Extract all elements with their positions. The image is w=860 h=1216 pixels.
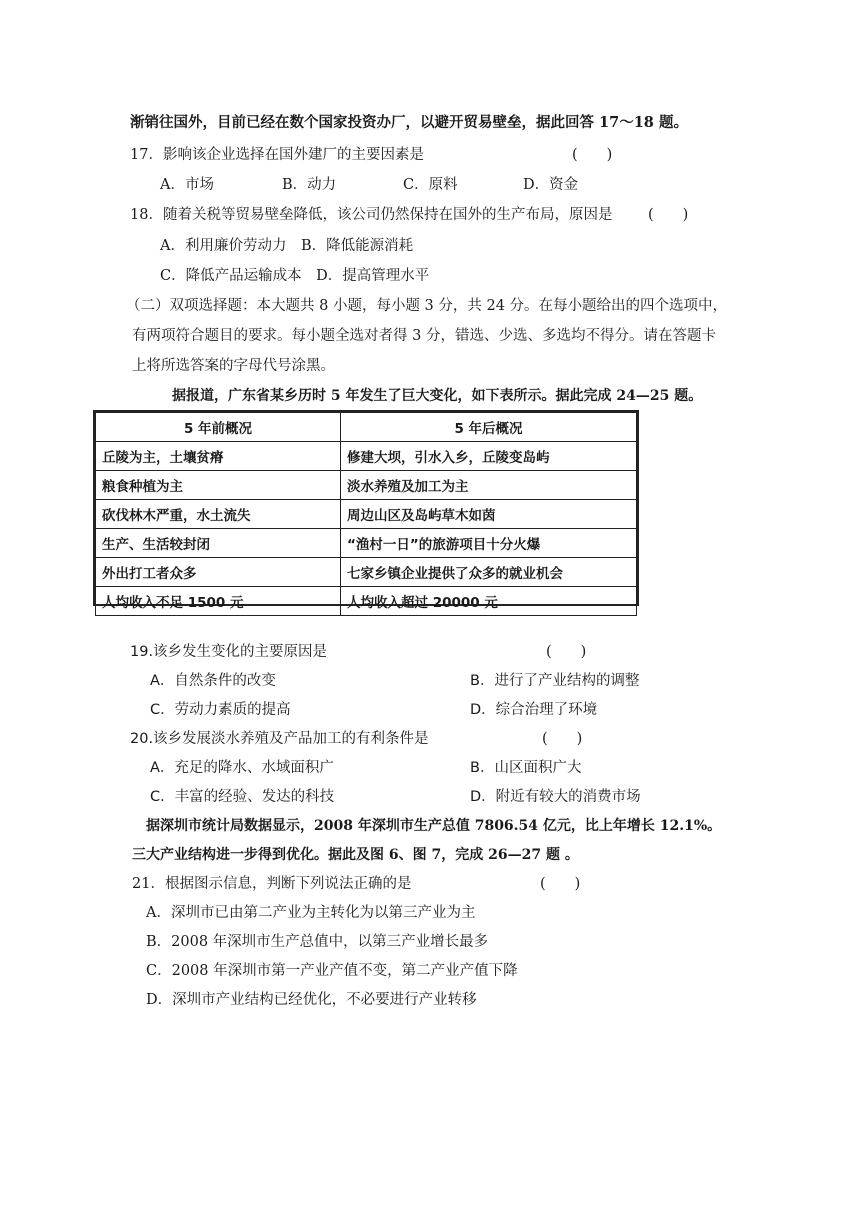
question-18-answer-blank: ( ) <box>648 207 689 223</box>
question-17-option-c: C．原料 <box>403 177 458 193</box>
question-20-option-d: D．附近有较大的消费市场 <box>470 789 641 805</box>
question-17-stem: 17．影响该企业选择在国外建厂的主要因素是 <box>130 147 424 163</box>
question-21-answer-blank: ( ) <box>540 876 581 892</box>
question-17-answer-blank: ( ) <box>572 147 613 163</box>
question-20-option-b: B．山区面积广大 <box>470 760 582 776</box>
table-cell: 周边山区及岛屿草木如茵 <box>341 500 637 529</box>
question-19-option-b: B．进行了产业结构的调整 <box>470 673 640 689</box>
table-row <box>96 529 637 558</box>
shenzhen-intro-line1: 据深圳市统计局数据显示，2008 年深圳市生产总值 7806.54 亿元，比上年增长 12.1%。 <box>146 818 722 834</box>
table-header-row <box>96 413 637 442</box>
question-20-stem: 20.该乡发展淡水养殖及产品加工的有利条件是 <box>130 731 429 747</box>
question-20-option-a: A．充足的降水、水域面积广 <box>150 760 334 776</box>
comparison-table <box>93 410 639 611</box>
table-header: 5 年后概况 <box>341 413 637 442</box>
table-cell: 七家乡镇企业提供了众多的就业机会 <box>341 558 637 587</box>
table-cell: 生产、生活较封闭 <box>96 529 341 558</box>
table-cell: 人均收入超过 20000 元 <box>341 587 637 616</box>
section-2-instructions-line1: （二）双项选择题：本大题共 8 小题，每小题 3 分，共 24 分。在每小题给出的四个选项中， <box>126 298 728 314</box>
question-19-option-d: D．综合治理了环境 <box>470 702 598 718</box>
question-19-answer-blank: ( ) <box>546 644 587 660</box>
section-2-instructions-line2: 有两项符合题目的要求。每小题全选对者得 3 分，错选、少选、多选均不得分。请在答题卡 <box>132 328 716 344</box>
question-21-option-d: D．深圳市产业结构已经优化，不必要进行产业转移 <box>146 992 477 1008</box>
table-row <box>96 500 637 529</box>
question-21-option-b: B．2008 年深圳市生产总值中，以第三产业增长最多 <box>146 934 489 950</box>
table-row <box>96 471 637 500</box>
intro-text: 渐销往国外，目前已经在数个国家投资办厂，以避开贸易壁垒，据此回答 17～18 题。 <box>130 114 688 131</box>
table-row <box>96 587 637 616</box>
question-21-option-c: C．2008 年深圳市第一产业产值不变，第二产业产值下降 <box>146 963 518 979</box>
report-intro: 据报道，广东省某乡历时 5 年发生了巨大变化，如下表所示。据此完成 24—25 题。 <box>172 388 703 404</box>
table-header: 5 年前概况 <box>96 413 341 442</box>
question-20-option-c: C．丰富的经验、发达的科技 <box>150 789 335 805</box>
table-row <box>96 558 637 587</box>
question-18-stem: 18．随着关税等贸易壁垒降低，该公司仍然保持在国外的生产布局，原因是 <box>130 207 613 223</box>
table-cell: “渔村一日”的旅游项目十分火爆 <box>341 529 637 558</box>
question-17-option-a: A．市场 <box>160 177 214 193</box>
table-cell: 人均收入不足 1500 元 <box>96 587 341 616</box>
question-21-stem: 21．根据图示信息，判断下列说法正确的是 <box>132 876 412 892</box>
question-17-option-d: D．资金 <box>523 177 579 193</box>
question-18-options-row2: C．降低产品运输成本 D．提高管理水平 <box>160 268 430 284</box>
table-cell: 砍伐林木严重，水土流失 <box>96 500 341 529</box>
question-18-options-row1: A．利用廉价劳动力 B．降低能源消耗 <box>160 238 414 254</box>
question-19-stem: 19.该乡发生变化的主要原因是 <box>130 644 328 660</box>
table-cell: 粮食种植为主 <box>96 471 341 500</box>
question-20-answer-blank: ( ) <box>542 731 583 747</box>
table-cell: 丘陵为主，土壤贫瘠 <box>96 442 341 471</box>
table-row <box>96 442 637 471</box>
section-2-instructions-line3: 上将所选答案的字母代号涂黑。 <box>132 358 335 374</box>
question-21-option-a: A．深圳市已由第二产业为主转化为以第三产业为主 <box>146 905 476 921</box>
table-cell: 修建大坝，引水入乡，丘陵变岛屿 <box>341 442 637 471</box>
question-19-option-a: A．自然条件的改变 <box>150 673 276 689</box>
table-cell: 外出打工者众多 <box>96 558 341 587</box>
shenzhen-intro-line2: 三大产业结构进一步得到优化。据此及图 6、图 7，完成 26—27 题 。 <box>132 847 579 863</box>
question-17-option-b: B．动力 <box>282 177 337 193</box>
question-19-option-c: C．劳动力素质的提高 <box>150 702 291 718</box>
table-cell: 淡水养殖及加工为主 <box>341 471 637 500</box>
